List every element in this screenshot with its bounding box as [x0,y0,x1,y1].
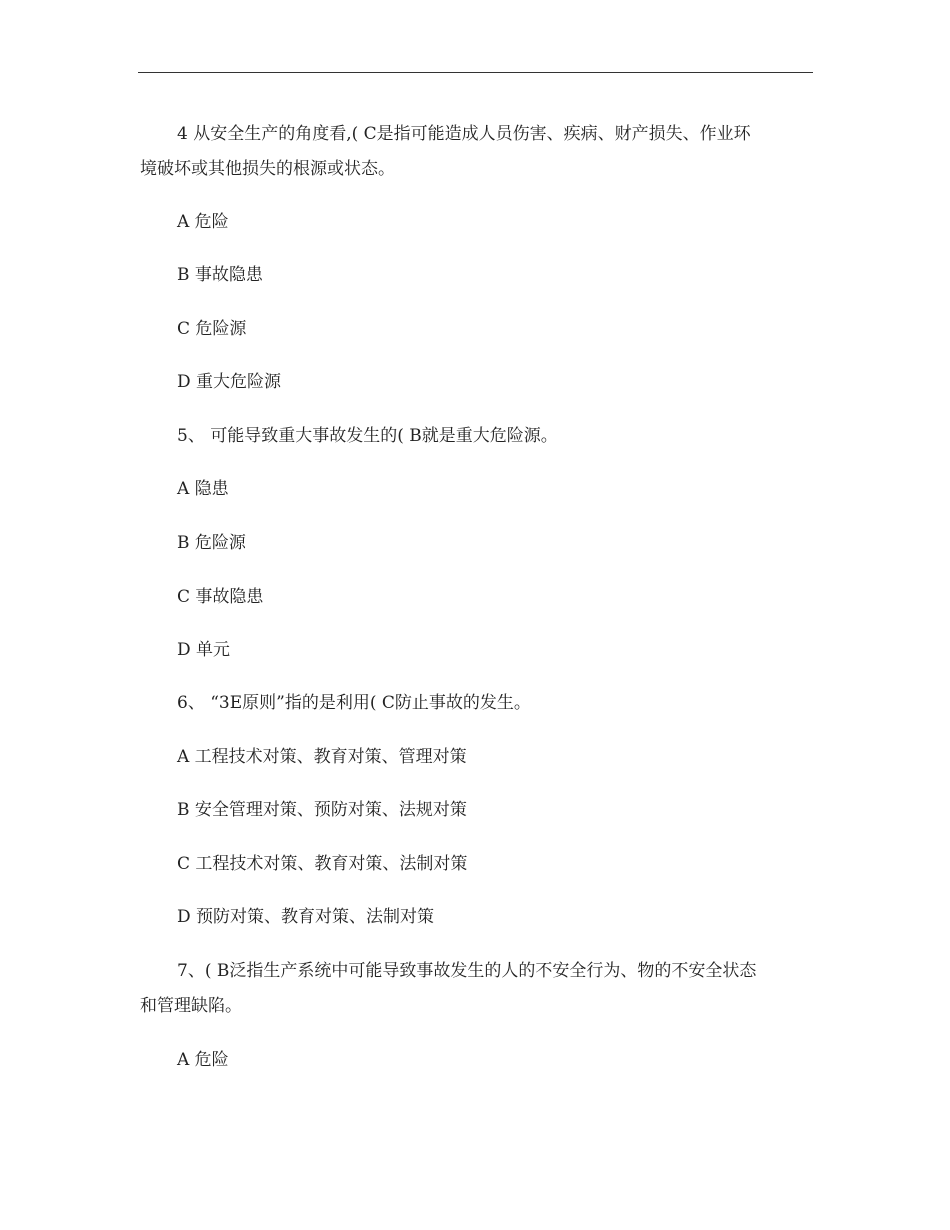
question-5-option-d: D 单元 [177,640,231,660]
question-6-option-c: C 工程技术对策、教育对策、法制对策 [177,854,468,874]
question-4-option-a: A 危险 [177,212,229,232]
question-5-option-a: A 隐患 [177,479,229,499]
question-4-line-2: 境破坏或其他损失的根源或状态。 [140,159,395,179]
question-5-option-c: C 事故隐患 [177,587,264,607]
question-5-line-1: 5、 可能导致重大事故发生的( B就是重大危险源。 [177,426,558,446]
question-4-option-c: C 危险源 [177,319,247,339]
question-4-option-b: B 事故隐患 [177,265,263,285]
question-7-line-1: 7、( B泛指生产系统中可能导致事故发生的人的不安全行为、物的不安全状态 [177,961,757,981]
question-4-option-d: D 重大危险源 [177,372,282,392]
question-6-option-a: A 工程技术对策、教育对策、管理对策 [177,747,467,767]
question-4-line-1: 4 从安全生产的角度看,( C是指可能造成人员伤害、疾病、财产损失、作业环 [177,124,751,144]
question-7-line-2: 和管理缺陷。 [140,996,242,1016]
question-6-option-d: D 预防对策、教育对策、法制对策 [177,907,435,927]
question-7-option-a: A 危险 [177,1050,229,1070]
question-5-option-b: B 危险源 [177,533,246,553]
question-6-option-b: B 安全管理对策、预防对策、法规对策 [177,800,467,820]
question-6-line-1: 6、 “3E原则”指的是利用( C防止事故的发生。 [177,693,531,713]
